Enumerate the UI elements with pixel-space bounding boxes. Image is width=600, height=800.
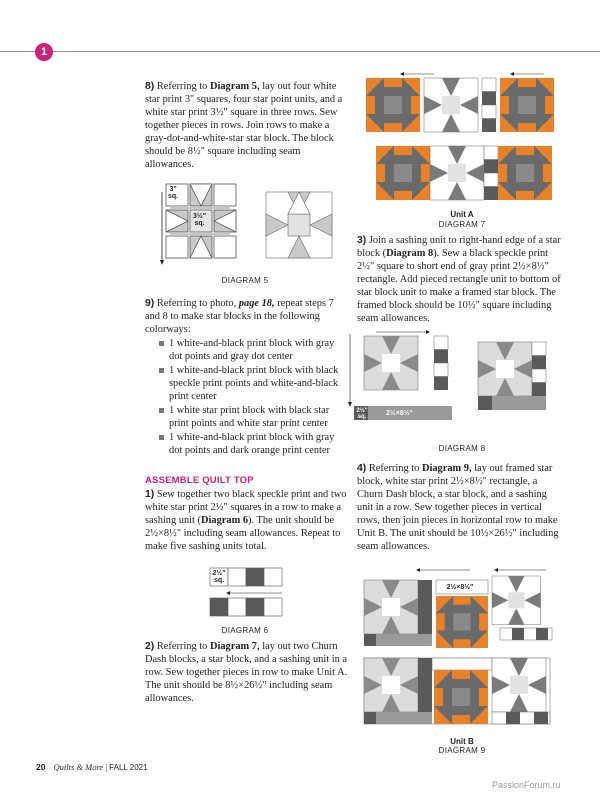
list-item: 1 white-and-black print block with gray dot points and dark orange print center [159, 431, 350, 457]
d8-rect-label: 2½×8½" [386, 410, 413, 417]
header-rule [0, 51, 600, 52]
list-item: 1 white-and-black print block with black speckle print points and white-and-black print center [159, 364, 350, 403]
diagram-7 [364, 70, 564, 206]
page-number: 20 [36, 762, 46, 772]
step-4: 4) Referring to Diagram 9, lay out framed star block, white star print 2½×8½" rectangle, a Churn Dash block, a star block, and a sashing unit in a row. Sew together pieces in vertical rows, then join pieces in horizontal row to make Unit B. The unit should be 10½×26½" including seam allowances. [357, 463, 559, 552]
diagram-8 [346, 330, 566, 430]
d6-size-label: 2½" sq. [212, 570, 226, 584]
diagram-9 [360, 566, 560, 736]
issue-label: FALL 2021 [109, 763, 148, 772]
diagram-6 [208, 566, 288, 620]
diagram-9-caption: DIAGRAM 9 [438, 746, 486, 755]
assemble-step-1: 1) Sew together two black speckle print and two white star print 2½" squares in a row to make a sashing unit (Diagram 6). The unit should be 2½×8½" including seam allowances. Repeat to make five sashing units total. [145, 489, 347, 552]
list-item: 1 white star print block with black star print points and white star print center [159, 404, 350, 430]
section-heading: ASSEMBLE QUILT TOP [145, 475, 254, 486]
step-3: 3) Join a sashing unit to right-hand edge of a star block (Diagram 8). Sew a black speckle print 2½" square to short end of gray print 2½×8½" rectangle. Add pieced rectangle unit to bottom of star block unit to make a framed star block. The framed block should be 10½" square including seam allowances. [357, 235, 561, 324]
watermark: PassionForum.ru [492, 780, 561, 790]
colorway-list [159, 337, 350, 457]
diagram-8-caption: DIAGRAM 8 [438, 444, 486, 453]
chapter-badge: 1 [35, 43, 53, 61]
diagram-7-unit: Unit A [450, 210, 474, 219]
d8-square-label: 2½" sq. [356, 408, 368, 420]
assemble-step-2: 2) Referring to Diagram 7, lay out two Churn Dash blocks, a star block, and a sashing unit in a row. Sew together pieces in row to make Unit A. The unit should be 8½×26½" including seam allowances. [145, 641, 348, 704]
diagram-6-caption: DIAGRAM 6 [221, 626, 269, 635]
diagram-7-caption: DIAGRAM 7 [438, 220, 486, 229]
magazine-name: Quilts & More [53, 762, 104, 772]
diagram-5 [160, 182, 350, 272]
page-footer: 20 Quilts & More | FALL 2021 [36, 762, 148, 772]
step-8: 8) Referring to Diagram 5, lay out four white star print 3" squares, four star point units, and a white star print 3½" square in three rows. Sew together pieces in rows. Join rows to make a gray-dot-and-white-star star block. The block should be 8½" square including seam allowances. [145, 81, 343, 170]
diagram-5-caption: DIAGRAM 5 [221, 276, 269, 285]
d5-label-35in: 3½" sq. [193, 213, 207, 227]
diagram-9-unit: Unit B [450, 737, 474, 746]
d5-label-3in: 3" sq. [168, 186, 179, 200]
list-item: 1 white-and-black print block with gray dot points and gray dot center [159, 337, 350, 363]
step-9: 9) Referring to photo, page 18, repeat steps 7 and 8 to make star blocks in the following colorways: 1 white-and-black print block with gray dot points and gray dot center 1 white-and-black print block with black speckle print points and white-and-black print center 1 white star print block with black star print points and white star print center 1 white-and-black print block with gray dot points and dark orange print center [145, 297, 350, 458]
d9-rect-label: 2½×8½" [446, 584, 474, 591]
